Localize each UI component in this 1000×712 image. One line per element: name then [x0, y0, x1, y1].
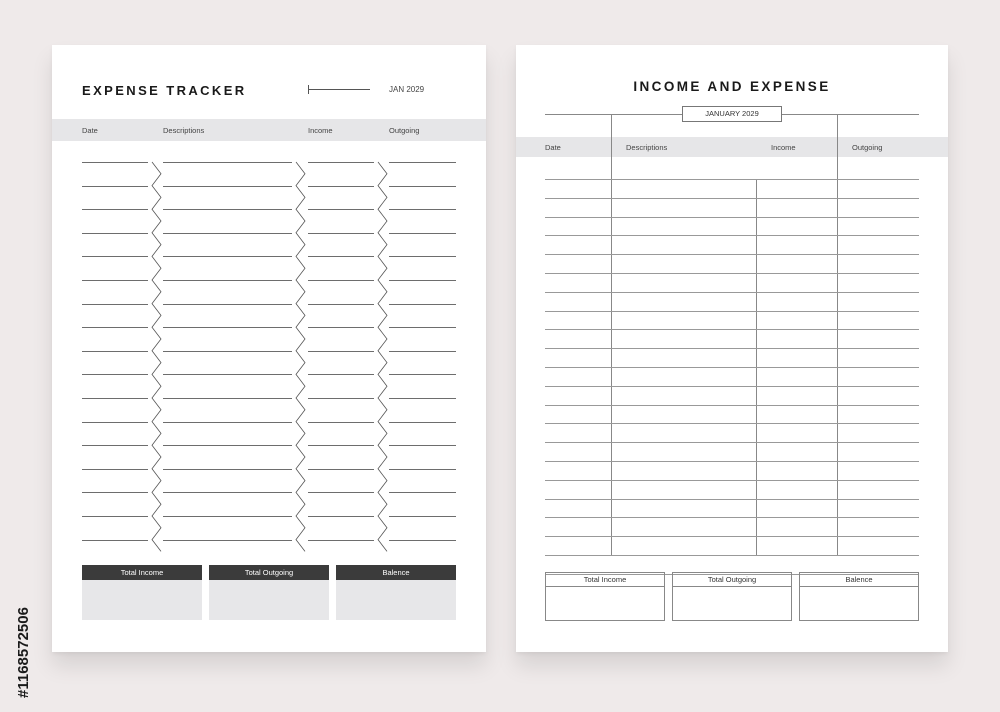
table-row-line[interactable] [545, 517, 919, 518]
total-outgoing-box [209, 565, 329, 620]
balance-label: Balence [800, 573, 918, 587]
total-outgoing-field[interactable] [209, 580, 329, 620]
table-row-line[interactable] [545, 442, 919, 443]
table-row-line[interactable] [545, 386, 919, 387]
column-header-outgoing: Outgoing [389, 126, 420, 135]
table-row-line[interactable] [545, 423, 919, 424]
table-row-line[interactable] [545, 254, 919, 255]
table-row-line[interactable] [545, 179, 919, 180]
income-expense-sheet [516, 45, 948, 652]
stock-id-text: #1168572506 [15, 607, 32, 698]
balance-field[interactable] [336, 580, 456, 620]
column-header-income: Income [771, 143, 796, 152]
total-income-field[interactable] [82, 580, 202, 620]
zigzag-column-dividers [52, 45, 486, 652]
table-row-line[interactable] [545, 198, 919, 199]
table-row-line[interactable] [545, 273, 919, 274]
expense-tracker-sheet [52, 45, 486, 652]
total-income-label: Total Income [82, 565, 202, 580]
column-header-date: Date [545, 143, 561, 152]
table-row-line[interactable] [545, 235, 919, 236]
table-row-line[interactable] [545, 348, 919, 349]
zigzag-divider [296, 162, 305, 551]
month-label: JANUARY 2029 [682, 106, 782, 122]
table-row-line[interactable] [545, 217, 919, 218]
column-header-date: Date [82, 126, 98, 135]
page-title: EXPENSE TRACKER [82, 83, 247, 98]
table-row-line[interactable] [545, 311, 919, 312]
table-row-line[interactable] [545, 329, 919, 330]
balance-label: Balence [336, 565, 456, 580]
total-outgoing-label: Total Outgoing [673, 573, 791, 587]
table-row-line[interactable] [545, 499, 919, 500]
column-header-descriptions: Descriptions [163, 126, 205, 135]
table-row-line[interactable] [545, 555, 919, 556]
table-row-line[interactable] [545, 292, 919, 293]
total-outgoing-box [672, 572, 792, 621]
total-outgoing-label: Total Outgoing [209, 565, 329, 580]
total-income-label: Total Income [546, 573, 664, 587]
stock-id-watermark [6, 470, 36, 700]
column-header-income: Income [308, 126, 333, 135]
total-income-box [545, 572, 665, 621]
table-row-line[interactable] [545, 461, 919, 462]
table-row-line[interactable] [545, 480, 919, 481]
column-header-outgoing: Outgoing [852, 143, 883, 152]
table-row-line[interactable] [545, 536, 919, 537]
table-row-line[interactable] [545, 405, 919, 406]
zigzag-divider [378, 162, 387, 551]
table-row-line[interactable] [545, 367, 919, 368]
entry-lines [516, 45, 948, 652]
month-label: JAN 2029 [389, 85, 425, 94]
zigzag-divider [152, 162, 161, 551]
page-title: INCOME AND EXPENSE [633, 79, 831, 94]
column-header-descriptions: Descriptions [626, 143, 668, 152]
total-income-box [82, 565, 202, 620]
balance-box [799, 572, 919, 621]
balance-box [336, 565, 456, 620]
